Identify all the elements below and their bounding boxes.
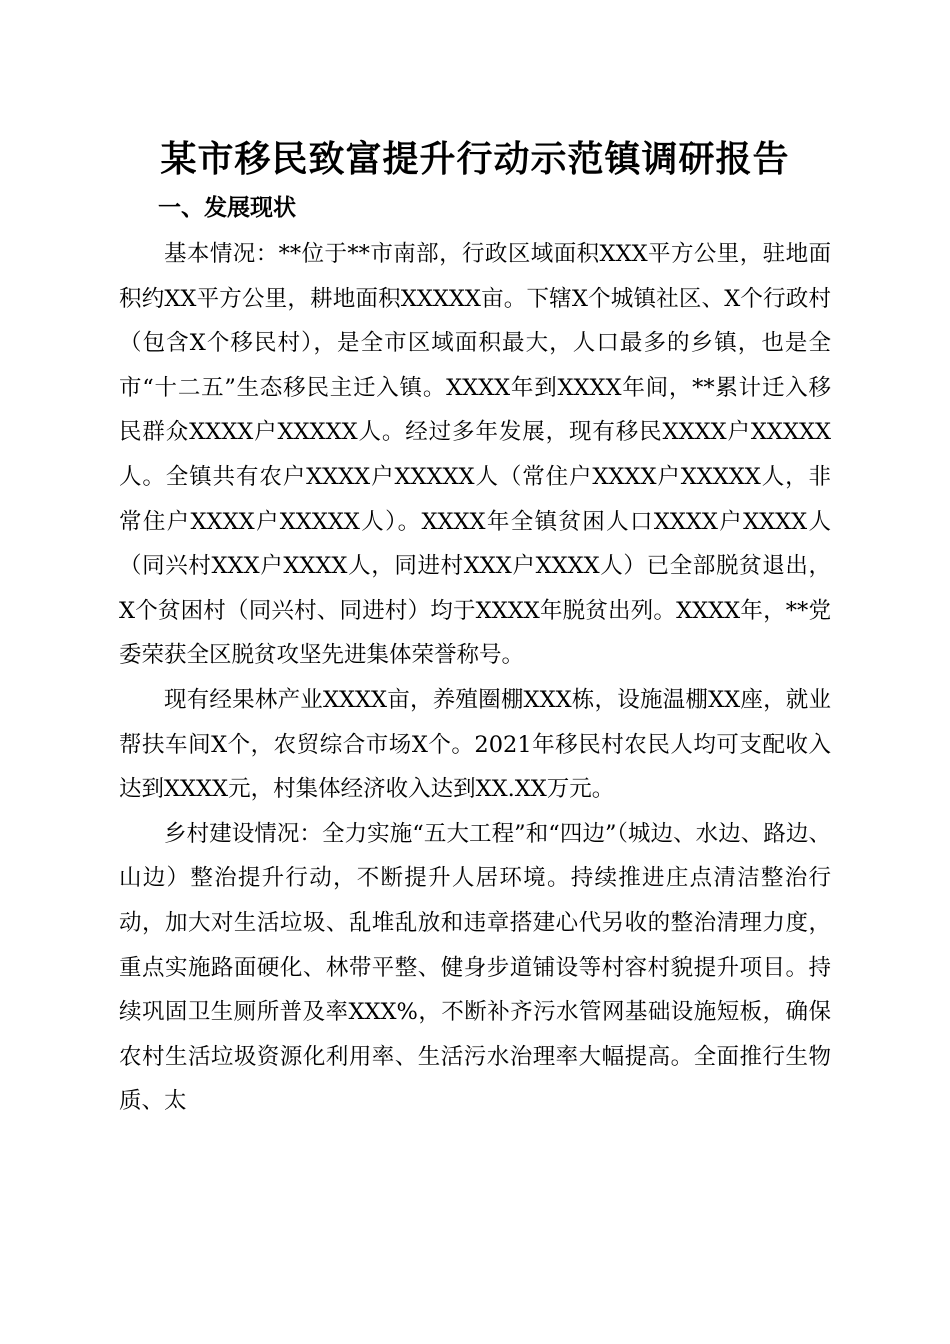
document-title: 某市移民致富提升行动示范镇调研报告 [160, 138, 790, 180]
section-heading: 一、发展现状 [158, 195, 296, 221]
paragraph-industry: 现有经果林产业XXXX亩，养殖圈棚XXX栋，设施温棚XX座，就业帮扶车间X个，农贸综合市场X个。2021年移民村农民人均可支配收入达到XXXX元，村集体经济收入达到XX.XX万元。 [119, 686, 831, 803]
paragraph-rural-construction: 乡村建设情况：全力实施“五大工程”和“四边”（城边、水边、路边、山边）整治提升行动，不断提升人居环境。持续推进庄点清洁整治行动，加大对生活垃圾、乱堆乱放和违章搭建心代另收的整治清理力度，重点实施路面硬化、林带平整、健身步道铺设等村容村貌提升项目。持续巩固卫生厕所普及率XXX%，不断补齐污水管网基础设施短板，确保农村生活垃圾资源化利用率、生活污水治理率大幅提高。全面推行生物质、太 [119, 820, 831, 1115]
paragraph-basic-situation: 基本情况：**位于**市南部，行政区域面积XXX平方公里，驻地面积约XX平方公里，耕地面积XXXXX亩。下辖X个城镇社区、X个行政村（包含X个移民村），是全市区域面积最大，人口最多的乡镇，也是全市“十二五”生态移民主迁入镇。XXXX年到XXXX年间，**累计迁入移民群众XXXX户XXXXX人。经过多年发展，现有移民XXXX户XXXXX人。全镇共有农户XXXX户XXXXX人（常住户XXXX户XXXXX人，非常住户XXXX户XXXXX人）。XXXX年全镇贫困人口XXXX户XXXX人（同兴村XXX户XXXX人，同进村XXX户XXXX人）已全部脱贫退出，X个贫困村（同兴村、同进村）均于XXXX年脱贫出列。XXXX年，**党委荣获全区脱贫攻坚先进集体荣誉称号。 [119, 241, 831, 669]
document-body [119, 232, 831, 1124]
